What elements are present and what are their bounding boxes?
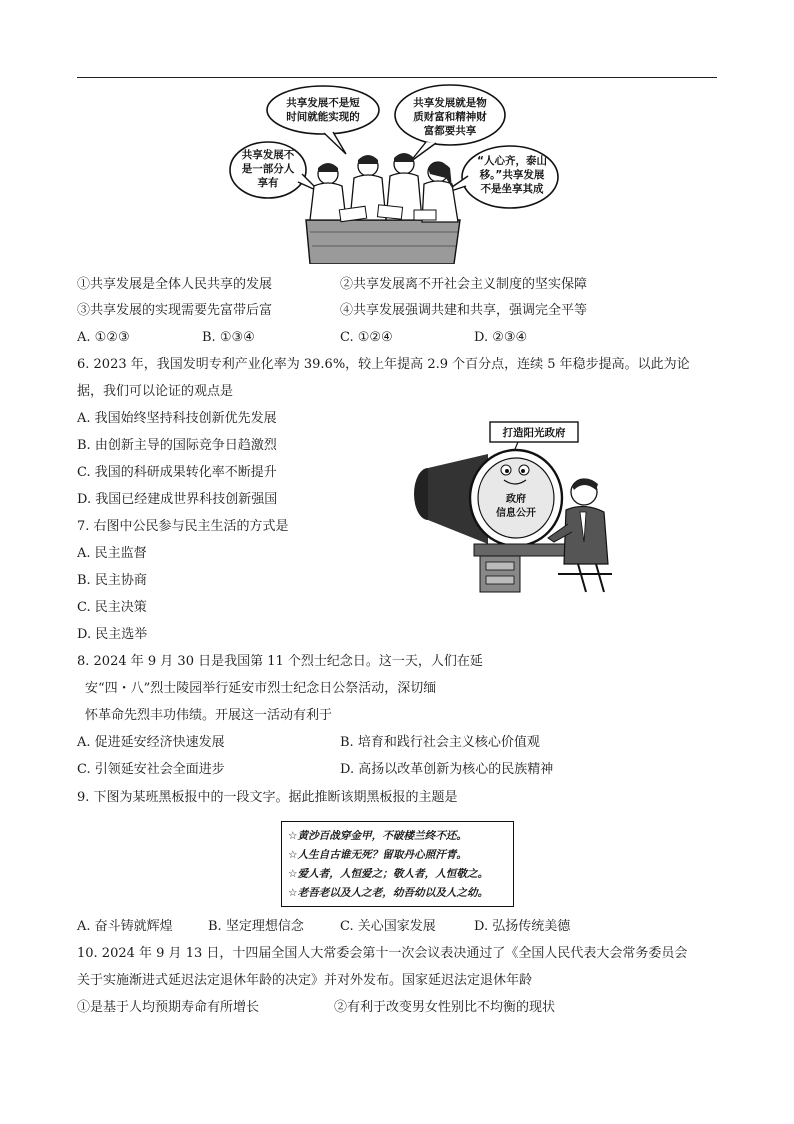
- q5-choice-b[interactable]: B. ①③④: [202, 330, 255, 345]
- q5-option-3: ③共享发展的实现需要先富带后富: [77, 303, 273, 318]
- cartoon-illustration: [228, 82, 560, 264]
- poem-line: ☆人生自古谁无死？留取丹心照汗青。: [288, 849, 467, 861]
- q9-stem: 9. 下图为某班黑板报中的一段文字。据此推断该期黑板报的主题是: [77, 790, 458, 805]
- q10-stem-line-1: 10. 2024 年 9 月 13 日，十四届全国人大常委会第十一次会议表决通过了《全国人民代表大会常务委员会: [77, 946, 688, 961]
- q5-option-2: ②共享发展离不开社会主义制度的坚实保障: [340, 277, 588, 292]
- header-rule: [77, 77, 717, 78]
- sign-text: 打造阳光政府: [502, 427, 566, 439]
- q8-choice-c[interactable]: C. 引领延安社会全面进步: [77, 762, 225, 777]
- q7-choice-c[interactable]: C. 民主决策: [77, 600, 147, 615]
- cartoon-government-transparency: [408, 414, 614, 596]
- q6-stem-line-1: 6. 2023 年，我国发明专利产业化率为 39.6%，较上年提高 2.9 个百分点，连续 5 年稳步提高。以此为论: [77, 357, 690, 372]
- q6-choice-c[interactable]: C. 我国的科研成果转化率不断提升: [77, 465, 277, 480]
- q5-option-4: ④共享发展强调共建和共享，强调完全平等: [340, 303, 588, 318]
- bubble-text: 享有: [257, 177, 279, 189]
- q8-stem-line-2: 安“四・八”烈士陵园举行延安市烈士纪念日公祭活动，深切缅: [85, 681, 437, 696]
- q8-choice-a[interactable]: A. 促进延安经济快速发展: [77, 735, 225, 750]
- bubble-text: 共享发展不是短: [286, 97, 360, 109]
- poem-line: ☆老吾老以及人之老，幼吾幼以及人之幼。: [288, 887, 489, 899]
- cartoon-shared-development: [228, 82, 560, 264]
- blackboard-text-box: [281, 821, 514, 907]
- poem-line: ☆爱人者，人恒爱之；敬人者，人恒敬之。: [288, 868, 489, 880]
- q8-stem-line-1: 8. 2024 年 9 月 30 日是我国第 11 个烈士纪念日。这一天，人们在延: [77, 654, 483, 669]
- bubble-text: 富都要共享: [423, 125, 477, 137]
- bubble-text: “人心齐，泰山: [477, 155, 547, 167]
- q6-choice-a[interactable]: A. 我国始终坚持科技创新优先发展: [77, 411, 277, 426]
- bubble-text: 时间就能实现的: [286, 111, 360, 123]
- cartoon-illustration-2: [408, 414, 614, 596]
- q7-stem: 7. 右图中公民参与民主生活的方式是: [77, 519, 289, 534]
- poem-line: ☆黄沙百战穿金甲，不破楼兰终不还。: [288, 830, 467, 842]
- q6-choice-b[interactable]: B. 由创新主导的国际竞争日趋激烈: [77, 438, 277, 453]
- screen-text-2: 信息公开: [496, 508, 536, 519]
- bubble-text: 是一部分人: [241, 163, 295, 175]
- q6-stem-line-2: 据，我们可以论证的观点是: [77, 384, 234, 399]
- q5-choice-d[interactable]: D. ②③④: [474, 330, 528, 345]
- bubble-text: 移。”共享发展: [479, 169, 545, 181]
- bubble-text: 共享发展不: [241, 149, 295, 161]
- q9-choice-a[interactable]: A. 奋斗铸就辉煌: [77, 919, 173, 934]
- q8-stem-line-3: 怀革命先烈丰功伟绩。开展这一活动有利于: [85, 708, 333, 723]
- q9-choice-c[interactable]: C. 关心国家发展: [340, 919, 436, 934]
- q5-choice-a[interactable]: A. ①②③: [77, 330, 130, 345]
- bubble-text: 质财富和精神财: [413, 111, 487, 123]
- q10-option-2: ②有利于改变男女性别比不均衡的现状: [334, 1000, 556, 1015]
- q8-choice-d[interactable]: D. 高扬以改革创新为核心的民族精神: [340, 762, 554, 777]
- q9-choice-b[interactable]: B. 坚定理想信念: [208, 919, 304, 934]
- q5-choice-c[interactable]: C. ①②④: [340, 330, 393, 345]
- q10-option-1: ①是基于人均预期寿命有所增长: [77, 1000, 260, 1015]
- bubble-text: 共享发展就是物: [413, 97, 487, 109]
- q10-stem-line-2: 关于实施渐进式延迟法定退休年龄的决定》并对外发布。国家延迟法定退休年龄: [77, 973, 533, 988]
- q8-choice-b[interactable]: B. 培育和践行社会主义核心价值观: [340, 735, 540, 750]
- q5-option-1: ①共享发展是全体人民共享的发展: [77, 277, 273, 292]
- screen-text-1: 政府: [506, 494, 526, 505]
- bubble-text: 不是坐享其成: [480, 183, 544, 195]
- q7-choice-b[interactable]: B. 民主协商: [77, 573, 147, 588]
- q6-choice-d[interactable]: D. 我国已经建成世界科技创新强国: [77, 492, 278, 507]
- q7-choice-a[interactable]: A. 民主监督: [77, 546, 147, 561]
- q7-choice-d[interactable]: D. 民主选举: [77, 627, 148, 642]
- q9-choice-d[interactable]: D. 弘扬传统美德: [474, 919, 571, 934]
